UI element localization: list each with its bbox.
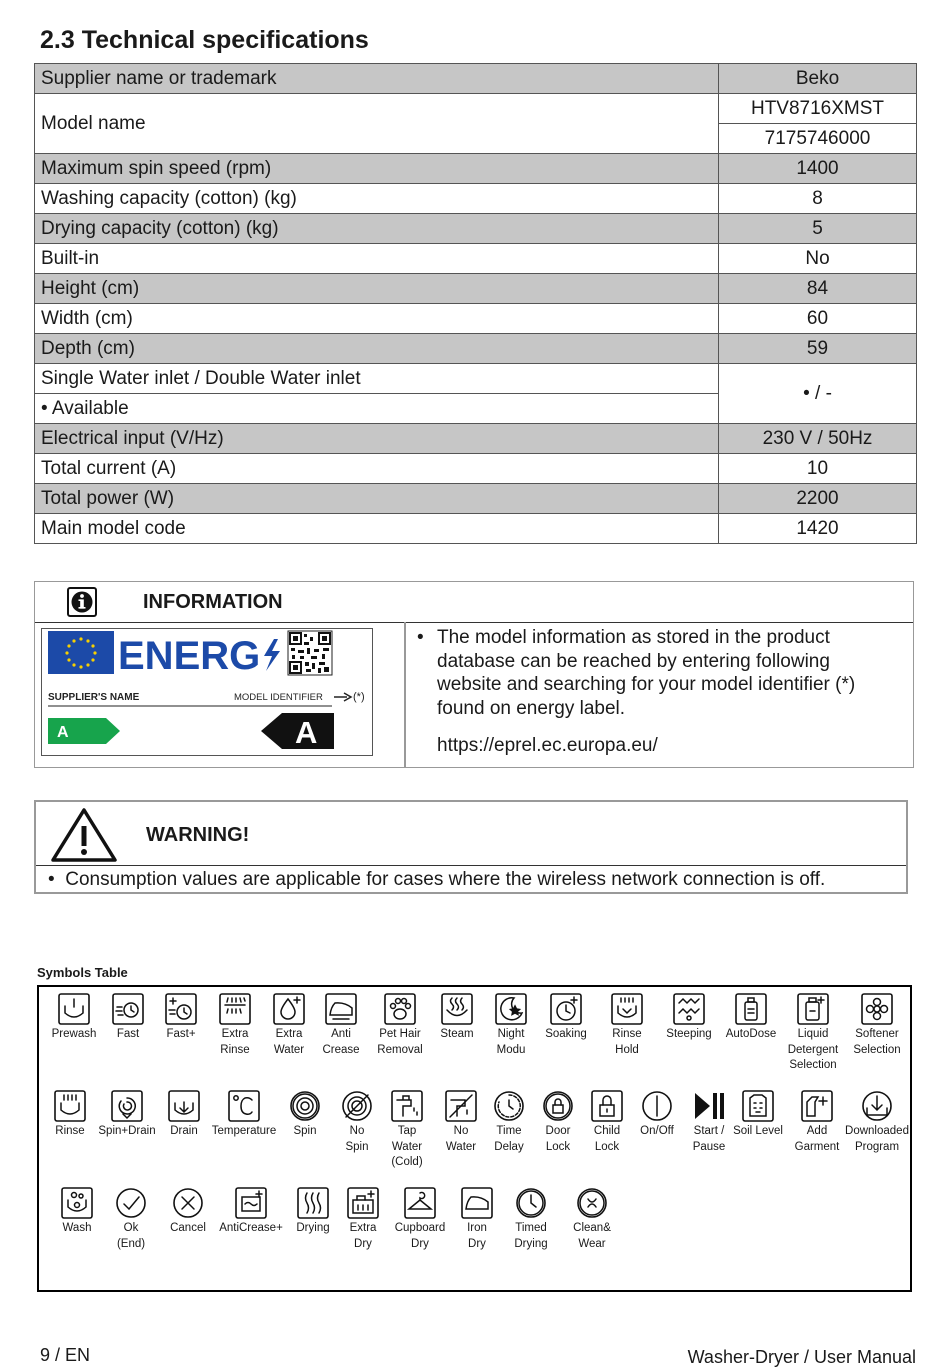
class-small: A [57, 724, 69, 741]
wash-icon [61, 1187, 93, 1219]
symbol-label: Fast [116, 1028, 140, 1040]
spec-table [34, 63, 917, 544]
symbol-label: AutoDose [725, 1028, 777, 1040]
table-row [35, 454, 917, 484]
table-row [35, 154, 917, 184]
spec-label: Main model code [35, 514, 719, 544]
symbol-label: Cupboard Dry [394, 1222, 446, 1250]
spec-value: 1420 [719, 514, 917, 544]
symbol-label: Prewash [51, 1028, 97, 1040]
spin-icon [289, 1090, 321, 1122]
symbol-label: Time Delay [494, 1125, 524, 1153]
energy-label-graphic [42, 629, 372, 755]
document-title: Washer-Dryer / User Manual [687, 1347, 916, 1367]
table-row [35, 304, 917, 334]
symbol-label: Extra Rinse [220, 1028, 250, 1056]
spec-value: No [719, 244, 917, 274]
symbol-label: Door Lock [545, 1125, 571, 1153]
symbol-label: Clean& Wear [573, 1222, 611, 1250]
information-header [35, 582, 913, 623]
spec-value: HTV8716XMST [719, 94, 917, 124]
symbol-label: Soaking [545, 1028, 587, 1040]
symbol-label: Ok (End) [116, 1222, 146, 1250]
spec-value: • / - [719, 364, 917, 424]
symbol-label: Pet Hair Removal [377, 1028, 423, 1056]
page-number: 9 / EN [40, 1345, 91, 1365]
spec-label: Supplier name or trademark [35, 64, 719, 94]
symbol-label: Spin+Drain [98, 1125, 156, 1137]
spec-label: Total current (A) [35, 454, 719, 484]
spec-label: • Available [35, 394, 719, 424]
symbol-label: Temperature [211, 1125, 277, 1137]
drain-icon [168, 1090, 200, 1122]
tap-water-icon [391, 1090, 423, 1122]
anticrease-plus-icon [235, 1187, 267, 1219]
time-delay-icon [493, 1090, 525, 1122]
information-text: • The model information as stored in the product database can be reached by entering following website and searching for your model identifier (*) found on energy label. [437, 626, 897, 720]
table-row [35, 184, 917, 214]
information-list [417, 626, 897, 720]
spec-value: Beko [719, 64, 917, 94]
symbol-label: Steeping [666, 1028, 712, 1040]
spec-value: 2200 [719, 484, 917, 514]
spec-label: Drying capacity (cotton) (kg) [35, 214, 719, 244]
bullet: • [48, 869, 66, 890]
information-box [34, 581, 914, 768]
steam-icon [441, 993, 473, 1025]
iron-dry-icon [461, 1187, 493, 1219]
energy-word: ENERG [118, 634, 261, 678]
symbol-label: Anti Crease [322, 1028, 360, 1056]
timed-drying-icon [515, 1187, 547, 1219]
spec-value: 84 [719, 274, 917, 304]
spec-label: Height (cm) [35, 274, 719, 304]
symbol-label: Softener Selection [853, 1028, 901, 1056]
symbol-label: Spin [293, 1125, 317, 1137]
symbol-label: Steam [440, 1028, 474, 1040]
rinse-hold-icon [611, 993, 643, 1025]
symbol-label: Extra Dry [349, 1222, 377, 1250]
spec-label: Depth (cm) [35, 334, 719, 364]
page-title: 2.3 Technical specifications [40, 26, 369, 54]
symbol-item [209, 1090, 279, 1140]
spec-value: 230 V / 50Hz [719, 424, 917, 454]
anti-crease-icon [325, 993, 357, 1025]
symbol-label: No Spin [345, 1125, 369, 1153]
spec-value: 1400 [719, 154, 917, 184]
symbol-item [592, 993, 662, 1058]
extra-water-icon [273, 993, 305, 1025]
table-row [35, 244, 917, 274]
supplier-name-text: SUPPLIER'S NAME [48, 692, 140, 703]
symbols-table [37, 985, 912, 1292]
extra-rinse-icon [219, 993, 251, 1025]
spec-label: Maximum spin speed (rpm) [35, 154, 719, 184]
door-lock-icon [542, 1090, 574, 1122]
table-row [35, 334, 917, 364]
autodose-icon [735, 993, 767, 1025]
table-row [35, 64, 917, 94]
spec-label: Total power (W) [35, 484, 719, 514]
child-lock-icon [591, 1090, 623, 1122]
symbol-label: Tap Water (Cold) [391, 1125, 423, 1168]
symbol-label: Rinse Hold [612, 1028, 642, 1056]
spec-label: Washing capacity (cotton) (kg) [35, 184, 719, 214]
symbol-label: Liquid Detergent Selection [787, 1028, 839, 1071]
spec-label: Electrical input (V/Hz) [35, 424, 719, 454]
spec-label: Model name [35, 94, 719, 154]
symbol-label: Downloaded Program [845, 1125, 909, 1153]
table-row [35, 274, 917, 304]
table-row [35, 94, 917, 124]
fast-icon [112, 993, 144, 1025]
spec-value: 10 [719, 454, 917, 484]
spec-value: 8 [719, 184, 917, 214]
symbol-label: No Water [445, 1125, 477, 1153]
extra-dry-icon [347, 1187, 379, 1219]
cancel-icon [172, 1187, 204, 1219]
night-mode-icon [495, 993, 527, 1025]
spec-label: Width (cm) [35, 304, 719, 334]
spec-label: Single Water inlet / Double Water inlet [35, 364, 719, 394]
info-icon [67, 587, 97, 617]
spec-value: 59 [719, 334, 917, 364]
symbol-label: Rinse [55, 1125, 85, 1137]
warning-text: Consumption values are applicable for cases where the wireless network connection is off. [65, 869, 826, 890]
ok-icon [115, 1187, 147, 1219]
symbol-item [842, 993, 912, 1058]
symbol-item [842, 1090, 912, 1155]
symbol-item [716, 993, 786, 1043]
symbol-item [531, 993, 601, 1043]
symbol-label: Start / Pause [692, 1125, 726, 1153]
symbol-label: Extra Water [273, 1028, 305, 1056]
drying-icon [297, 1187, 329, 1219]
symbol-label: Add Garment [794, 1125, 840, 1153]
qr-code-icon [288, 631, 332, 675]
symbols-table-title: Symbols Table [37, 965, 128, 980]
no-spin-icon [341, 1090, 373, 1122]
clean-wear-icon [576, 1187, 608, 1219]
symbol-item [654, 993, 724, 1043]
prewash-icon [58, 993, 90, 1025]
symbol-label: AntiCrease+ [219, 1222, 283, 1234]
symbol-label: Fast+ [166, 1028, 196, 1040]
warning-text-row [48, 869, 825, 891]
downloaded-program-icon [861, 1090, 893, 1122]
symbol-item [216, 1187, 286, 1237]
no-water-icon [445, 1090, 477, 1122]
symbol-item [778, 993, 848, 1074]
symbol-label: Wash [62, 1222, 92, 1234]
symbol-item [496, 1187, 566, 1252]
symbol-label: Drain [170, 1125, 198, 1137]
soaking-icon [550, 993, 582, 1025]
symbol-label: Child Lock [593, 1125, 621, 1153]
rinse-icon [54, 1090, 86, 1122]
information-heading: INFORMATION [143, 591, 283, 613]
pet-hair-icon [384, 993, 416, 1025]
cupboard-dry-icon [404, 1187, 436, 1219]
identifier-mark: (*) [353, 691, 365, 703]
model-identifier-text: MODEL IDENTIFIER [234, 692, 323, 703]
warning-box [34, 800, 908, 894]
symbol-label: Soil Level [733, 1125, 783, 1137]
symbol-label: Night Modu [496, 1028, 526, 1056]
spec-value: 60 [719, 304, 917, 334]
table-row [35, 484, 917, 514]
fast-plus-icon [165, 993, 197, 1025]
symbol-label: On/Off [640, 1125, 674, 1137]
liquid-detergent-icon [797, 993, 829, 1025]
information-content [417, 626, 897, 758]
symbol-label: Iron Dry [467, 1222, 487, 1250]
softener-icon [861, 993, 893, 1025]
add-garment-icon [801, 1090, 833, 1122]
table-row [35, 424, 917, 454]
warning-triangle-icon [50, 807, 118, 863]
spec-label: Built-in [35, 244, 719, 274]
table-row [35, 214, 917, 244]
symbol-item [153, 1187, 223, 1237]
temperature-icon [228, 1090, 260, 1122]
start-pause-icon [693, 1090, 725, 1122]
symbol-label: Drying [296, 1222, 330, 1234]
symbol-item [557, 1187, 627, 1252]
table-row [35, 514, 917, 544]
divider [404, 622, 406, 768]
symbol-label: Cancel [170, 1222, 206, 1234]
power-icon [641, 1090, 673, 1122]
energy-label [41, 628, 373, 756]
table-row [35, 364, 917, 394]
spin-drain-icon [111, 1090, 143, 1122]
warning-header [36, 802, 906, 866]
warning-heading: WARNING! [146, 824, 250, 846]
steeping-icon [673, 993, 705, 1025]
spec-value: 5 [719, 214, 917, 244]
lightning-icon [264, 639, 280, 671]
soil-level-icon [742, 1090, 774, 1122]
class-big: A [295, 715, 318, 750]
symbol-label: Timed Drying [514, 1222, 548, 1250]
spec-value: 7175746000 [719, 124, 917, 154]
eprel-link[interactable]: https://eprel.ec.europa.eu/ [437, 735, 658, 756]
